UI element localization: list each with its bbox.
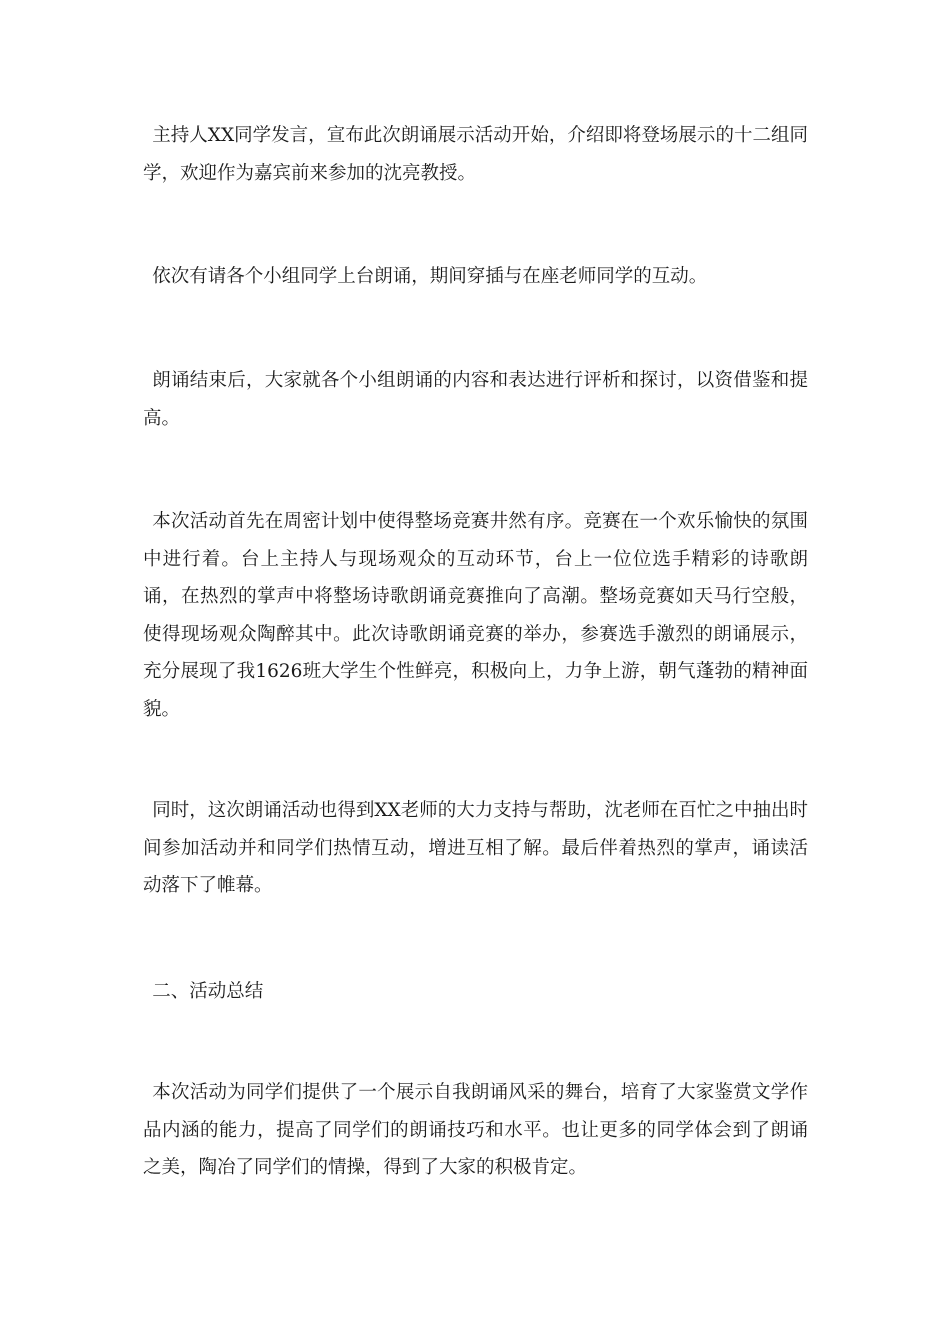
paragraph-host-announcement: 主持人XX同学发言，宣布此次朗诵展示活动开始，介绍即将登场展示的十二组同学，欢迎作为嘉宾前来参加的沈亮教授。 [143,125,808,184]
paragraph-summary: 本次活动为同学们提供了一个展示自我朗诵风采的舞台，培育了大家鉴赏文学作品内涵的能力，提高了同学们的朗诵技巧和水平。也让更多的同学体会到了朗诵之美，陶冶了同学们的情操，得到了大家的积极肯定。 [143,1082,808,1178]
paragraph-activity-description: 本次活动首先在周密计划中使得整场竞赛井然有序。竞赛在一个欢乐愉快的氛围中进行着。台上主持人与现场观众的互动环节，台上一位位选手精彩的诗歌朗诵，在热烈的掌声中将整场诗歌朗诵竞赛推向了高潮。整场竞赛如天马行空般，使得现场观众陶醉其中。此次诗歌朗诵竞赛的举办，参赛选手激烈的朗诵展示，充分展现了我1626班大学生个性鲜亮，积极向上，力争上游，朝气蓬勃的精神面貌。 [143,511,808,720]
paragraph-evaluation: 朗诵结束后，大家就各个小组朗诵的内容和表达进行评析和探讨，以资借鉴和提高。 [143,370,808,429]
section-heading-summary: 二、活动总结 [152,981,264,1002]
paragraph-teacher-support: 同时，这次朗诵活动也得到XX老师的大力支持与帮助，沈老师在百忙之中抽出时间参加活动并和同学们热情互动，增进互相了解。最后伴着热烈的掌声，诵读活动落下了帷幕。 [143,800,808,896]
paragraph-group-recitation: 依次有请各个小组同学上台朗诵，期间穿插与在座老师同学的互动。 [152,266,708,287]
